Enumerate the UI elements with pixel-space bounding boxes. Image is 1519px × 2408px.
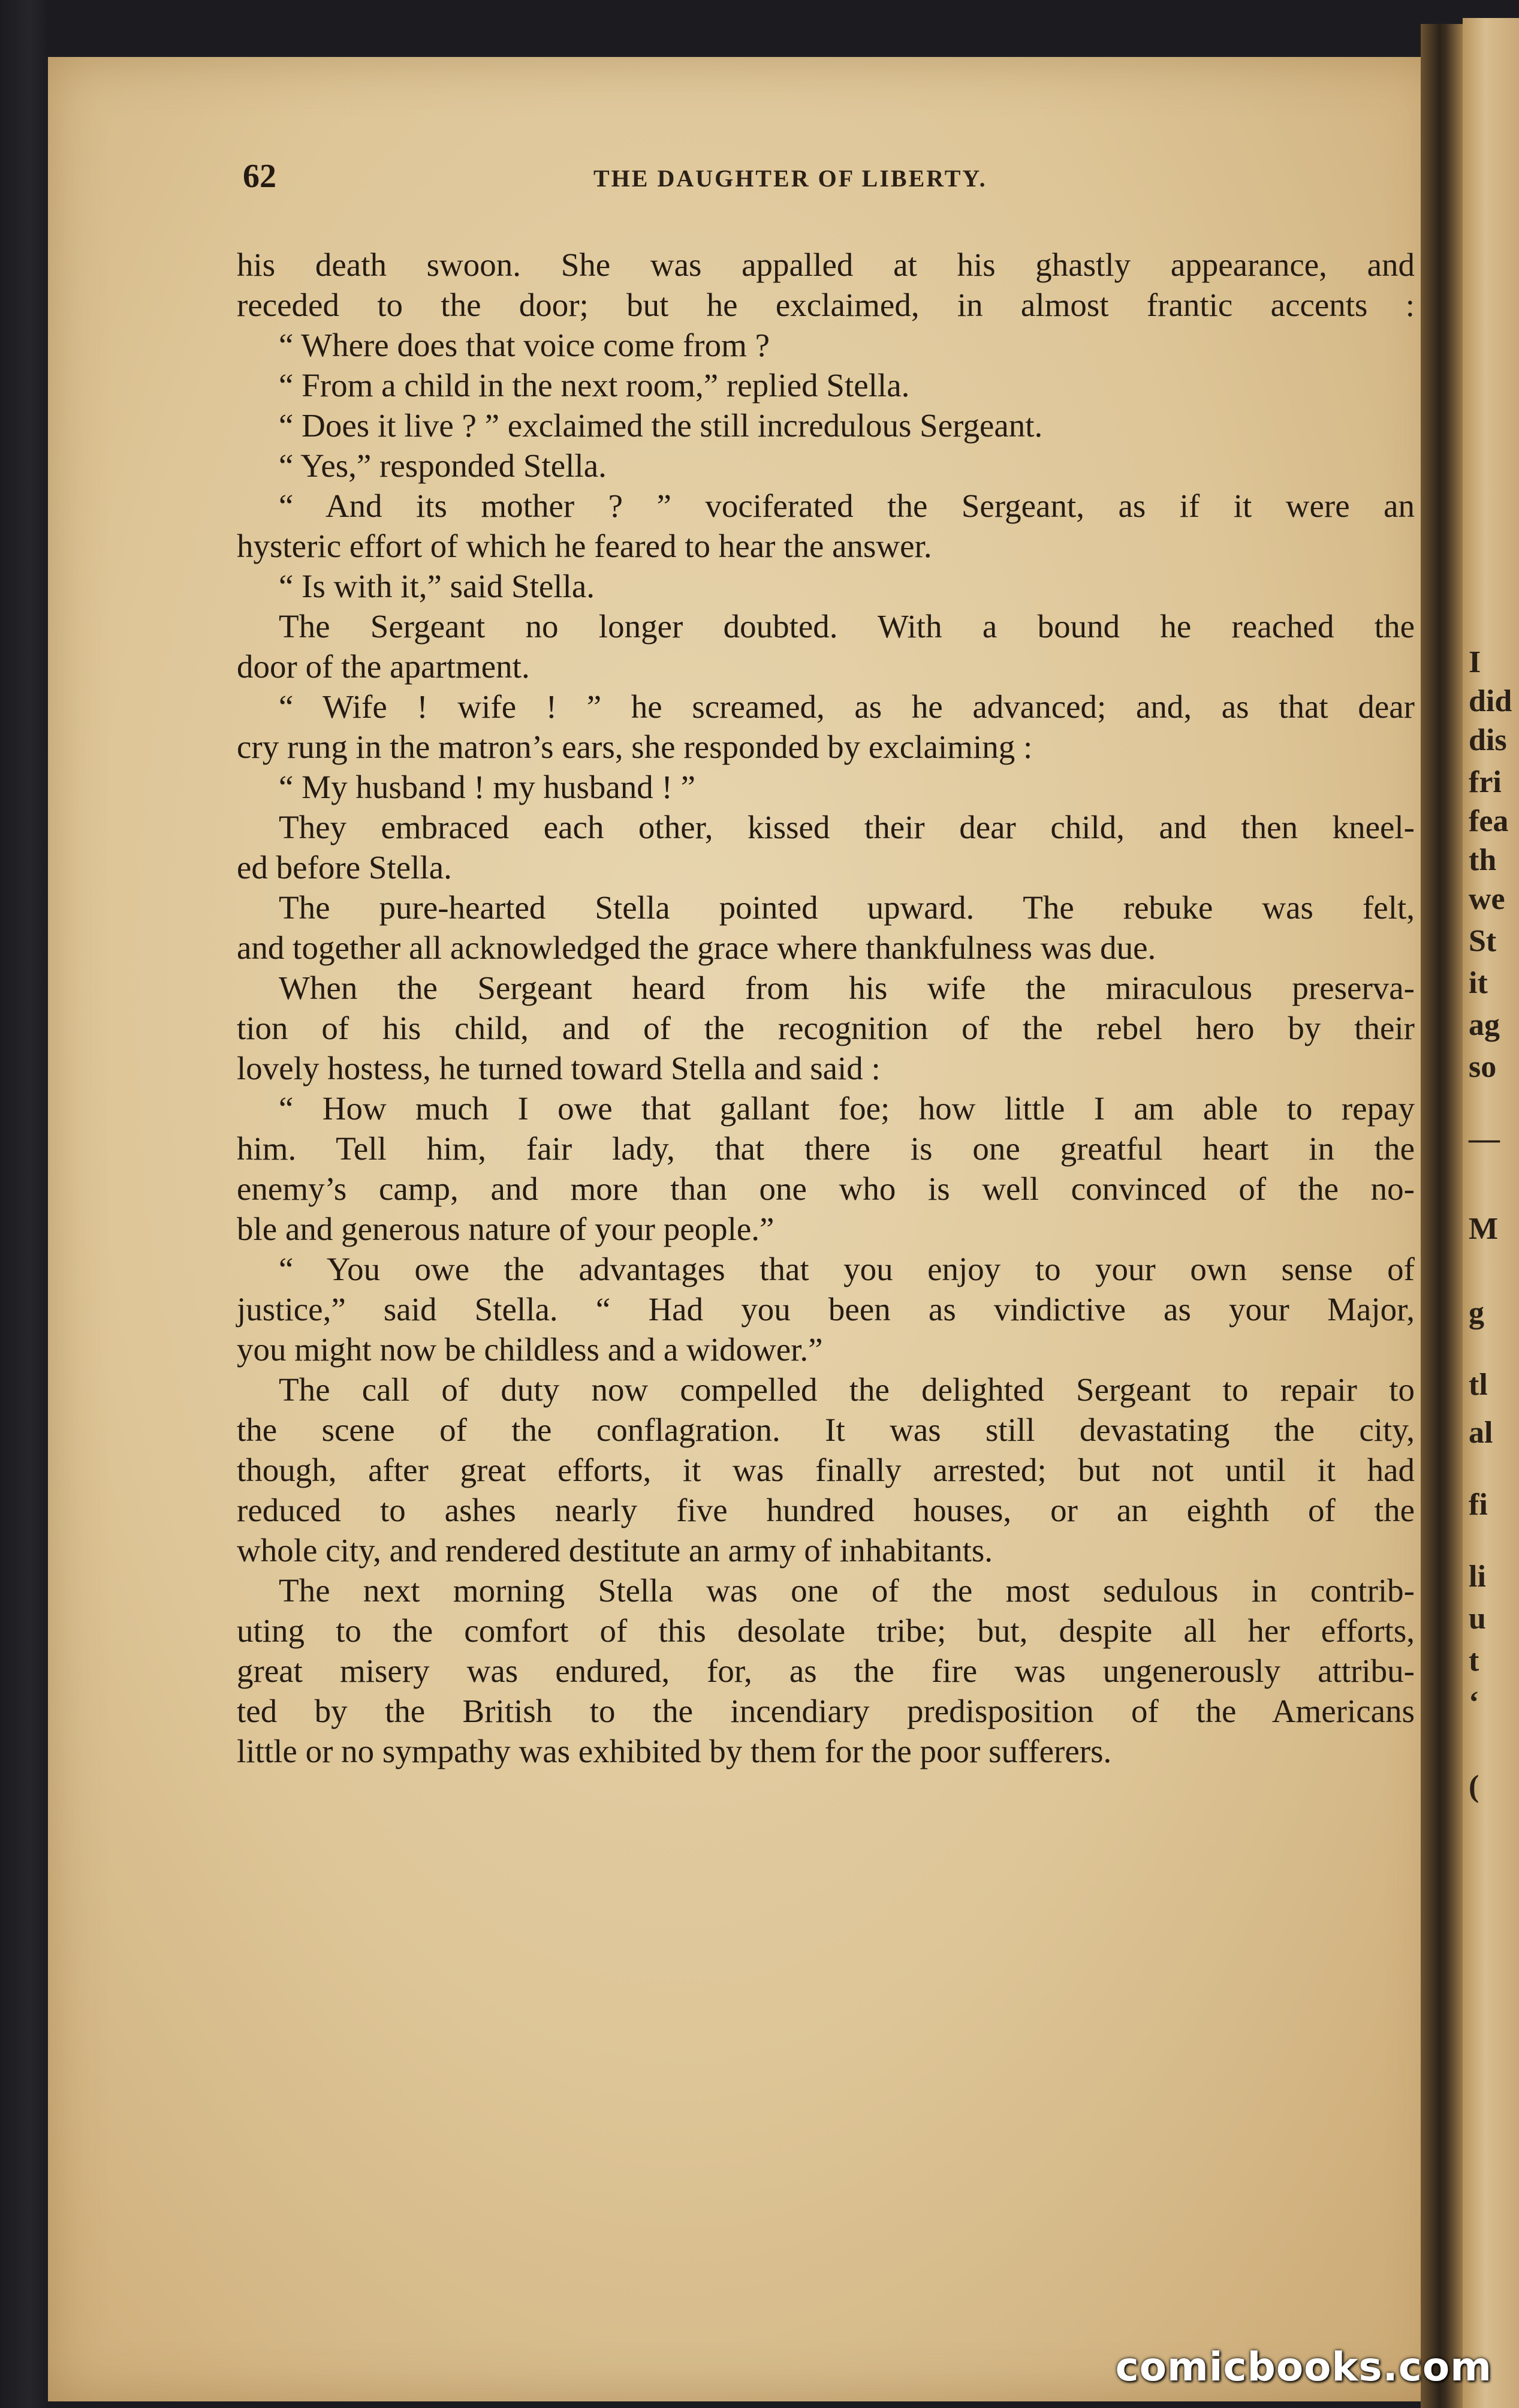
text-line: enemy’s camp, and more than one who is well convinced of the no- — [237, 1170, 1415, 1207]
text-line: cry rung in the matron’s ears, she responded by exclaiming : — [237, 729, 1033, 765]
text-line: ted by the British to the incendiary predisposition of the Americans — [237, 1693, 1415, 1729]
text-line: uting to the comfort of this desolate tribe; but, despite all her efforts, — [237, 1612, 1415, 1649]
text-line: “ And its mother ? ” vociferated the Sergeant, as if it were an — [279, 487, 1415, 524]
text-line: though, after great efforts, it was finally arrested; but not until it had — [237, 1452, 1415, 1488]
facing-page-fragment: fea — [1469, 804, 1509, 838]
text-line: The Sergeant no longer doubted. With a bound he reached the — [279, 608, 1415, 645]
text-line: whole city, and rendered destitute an army of inhabitants. — [237, 1532, 993, 1569]
text-line: The next morning Stella was one of the most sedulous in contrib- — [279, 1572, 1415, 1609]
text-line: ble and generous nature of your people.” — [237, 1211, 774, 1247]
facing-page-fragment: fi — [1469, 1488, 1488, 1522]
body-text — [237, 245, 1415, 1771]
text-line: “ Wife ! wife ! ” he screamed, as he advanced; and, as that dear — [279, 688, 1415, 725]
text-line: him. Tell him, fair lady, that there is one greatful heart in the — [237, 1130, 1415, 1167]
facing-page-fragment: tl — [1469, 1368, 1488, 1402]
text-line: you might now be childless and a widower.” — [237, 1331, 823, 1368]
text-line: When the Sergeant heard from his wife the miraculous preserva- — [279, 970, 1415, 1006]
facing-page-fragment: we — [1469, 882, 1505, 916]
site-watermark: comicbooks.com — [1115, 2344, 1492, 2390]
text-line: “ Yes,” responded Stella. — [279, 447, 607, 484]
facing-page-fragment: fri — [1469, 765, 1502, 799]
text-line: “ Where does that voice come from ? — [279, 327, 770, 363]
facing-page-fragment: ag — [1469, 1008, 1500, 1042]
text-line: “ From a child in the next room,” replied Stella. — [279, 367, 910, 404]
facing-page-fragment: th — [1469, 843, 1497, 877]
facing-page-fragment: St — [1469, 924, 1497, 958]
facing-page-fragment: it — [1469, 966, 1488, 1000]
text-line: ed before Stella. — [237, 849, 452, 886]
text-line: They embraced each other, kissed their dear child, and then kneel- — [279, 809, 1415, 845]
facing-page-fragment: dis — [1469, 723, 1507, 757]
facing-page-fragment: g — [1469, 1296, 1484, 1330]
book-title: THE DAUGHTER OF LIBERTY. — [593, 165, 987, 192]
text-line: “ You owe the advantages that you enjoy to your own sense of — [279, 1251, 1415, 1287]
text-line: “ My husband ! my husband ! ” — [279, 769, 696, 805]
book-gutter — [1421, 24, 1463, 2408]
facing-page-fragment: ( — [1469, 1769, 1479, 1804]
facing-page-fragment: did — [1469, 684, 1512, 718]
text-line: justice,” said Stella. “ Had you been as vindictive as your Major, — [237, 1291, 1415, 1328]
facing-page-fragment: M — [1469, 1212, 1499, 1246]
facing-page-fragment: u — [1469, 1602, 1486, 1636]
facing-page-fragment: — — [1469, 1122, 1500, 1156]
text-line: door of the apartment. — [237, 648, 530, 685]
text-line: “ Does it live ? ” exclaimed the still incredulous Sergeant. — [279, 407, 1043, 444]
text-line: little or no sympathy was exhibited by them for the poor sufferers. — [237, 1733, 1112, 1769]
facing-page-fragment: so — [1469, 1050, 1497, 1084]
facing-page-fragment: ‘ — [1469, 1685, 1479, 1720]
text-line: The call of duty now compelled the delighted Sergeant to repair to — [279, 1371, 1415, 1408]
facing-page-edge — [1463, 18, 1519, 2408]
text-line: tion of his child, and of the recognition of the rebel hero by their — [237, 1010, 1415, 1046]
text-line: and together all acknowledged the grace where thankfulness was due. — [237, 929, 1156, 966]
text-line: hysteric effort of which he feared to hear the answer. — [237, 528, 932, 564]
text-line: his death swoon. She was appalled at his ghastly appearance, and — [237, 246, 1415, 283]
facing-page-fragment: I — [1469, 645, 1481, 679]
text-line: the scene of the conflagration. It was still devastating the city, — [237, 1411, 1415, 1448]
text-line: great misery was endured, for, as the fire was ungenerously attribu- — [237, 1653, 1415, 1689]
page-number: 62 — [243, 158, 276, 195]
text-line: reduced to ashes nearly five hundred houses, or an eighth of the — [237, 1492, 1415, 1528]
text-line: “ Is with it,” said Stella. — [279, 568, 595, 604]
text-line: “ How much I owe that gallant foe; how little I am able to repay — [279, 1090, 1415, 1127]
text-line: lovely hostess, he turned toward Stella and said : — [237, 1050, 881, 1086]
facing-page-fragment: al — [1469, 1416, 1493, 1450]
running-header — [243, 157, 1406, 199]
text-line: The pure-hearted Stella pointed upward. The rebuke was felt, — [279, 889, 1415, 926]
facing-page-fragment: li — [1469, 1560, 1486, 1594]
facing-page-fragment: t — [1469, 1644, 1479, 1678]
text-line: receded to the door; but he exclaimed, in almost frantic accents : — [237, 287, 1415, 323]
